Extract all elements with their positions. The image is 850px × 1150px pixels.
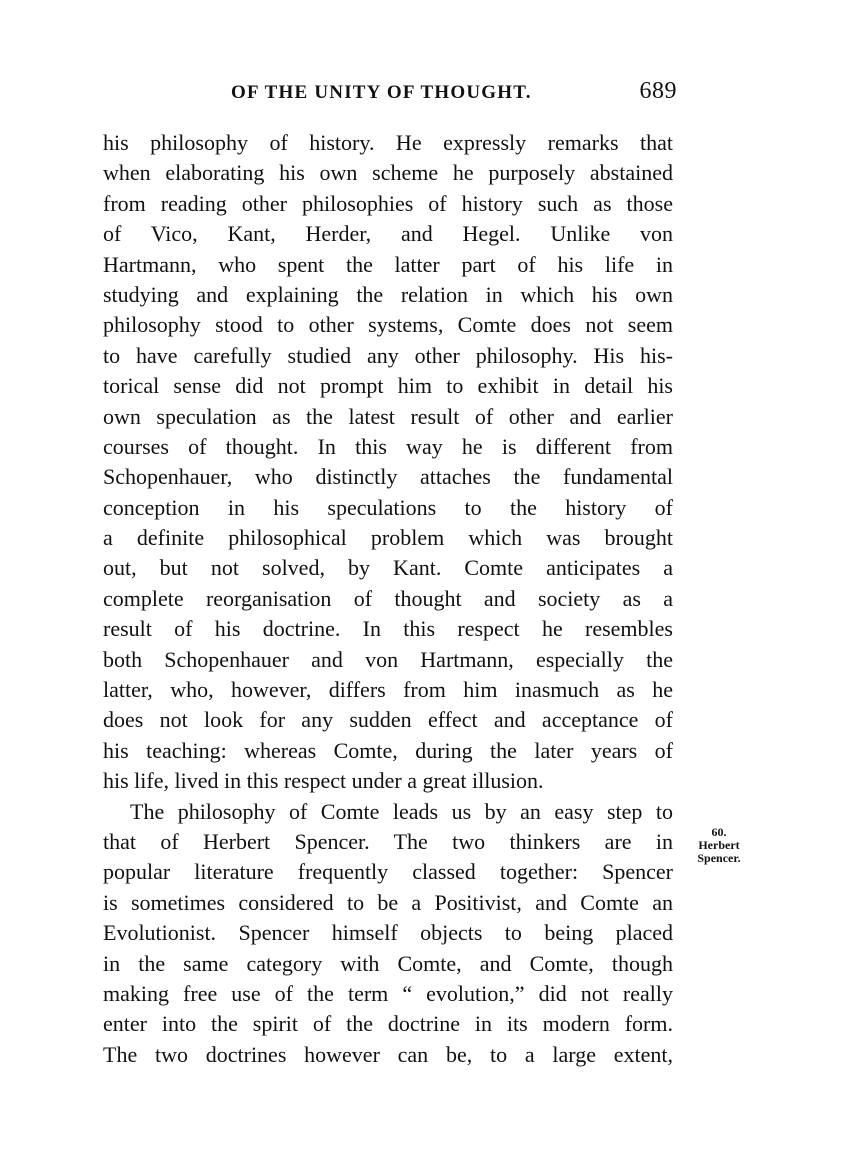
- text-line: philosophy stood to other systems, Comte does not seem: [103, 312, 673, 338]
- text-line: making free use of the term “ evolution,” did not really: [103, 980, 673, 1006]
- text-line: in the same category with Comte, and Comte, though: [103, 950, 673, 976]
- text-line: Schopenhauer, who distinctly attaches the fundamental: [103, 464, 673, 490]
- margin-note-line: Herbert: [698, 838, 740, 852]
- text-line: is sometimes considered to be a Positivist, and Comte an: [103, 889, 673, 915]
- text-line: studying and explaining the relation in which his own: [103, 281, 673, 307]
- section-number: 60.: [711, 825, 727, 839]
- text-line: courses of thought. In this way he is different from: [103, 433, 673, 459]
- text-line: both Schopenhauer and von Hartmann, especially the: [103, 646, 673, 672]
- text-line: conception in his speculations to the history of: [103, 494, 673, 520]
- text-line: own speculation as the latest result of other and earlier: [103, 403, 673, 429]
- running-head: [103, 80, 677, 110]
- text-line: result of his doctrine. In this respect he resembles: [103, 616, 673, 642]
- text-line: complete reorganisation of thought and society as a: [103, 585, 673, 611]
- margin-note: [690, 826, 748, 865]
- text-line: a definite philosophical problem which was brought: [103, 525, 673, 551]
- text-line: The philosophy of Comte leads us by an easy step to: [130, 798, 673, 824]
- text-line: when elaborating his own scheme he purposely abstained: [103, 160, 673, 186]
- page-number: 689: [639, 78, 677, 104]
- margin-note-line: Spencer.: [697, 851, 741, 865]
- text-line: Evolutionist. Spencer himself objects to being placed: [103, 920, 673, 946]
- text-line: to have carefully studied any other philosophy. His his-: [103, 342, 673, 368]
- text-line: that of Herbert Spencer. The two thinkers are in: [103, 828, 673, 854]
- body-text: [103, 128, 673, 1070]
- text-line: does not look for any sudden effect and acceptance of: [103, 707, 673, 733]
- text-line: his life, lived in this respect under a great illusion.: [103, 768, 544, 794]
- text-line: from reading other philosophies of history such as those: [103, 190, 673, 216]
- text-line: of Vico, Kant, Herder, and Hegel. Unlike von: [103, 221, 673, 247]
- text-line: The two doctrines however can be, to a large extent,: [103, 1041, 673, 1067]
- text-line: his philosophy of history. He expressly remarks that: [103, 130, 673, 155]
- text-line: Hartmann, who spent the latter part of his life in: [103, 251, 673, 277]
- running-title: OF THE UNITY OF THOUGHT.: [231, 82, 532, 103]
- text-line: latter, who, however, differs from him inasmuch as he: [103, 677, 673, 703]
- text-line: his teaching: whereas Comte, during the later years of: [103, 737, 673, 763]
- text-line: popular literature frequently classed together: Spencer: [103, 859, 673, 885]
- text-line: out, but not solved, by Kant. Comte anticipates a: [103, 555, 673, 581]
- text-line: enter into the spirit of the doctrine in its modern form.: [103, 1011, 673, 1037]
- text-line: torical sense did not prompt him to exhibit in detail his: [103, 373, 673, 399]
